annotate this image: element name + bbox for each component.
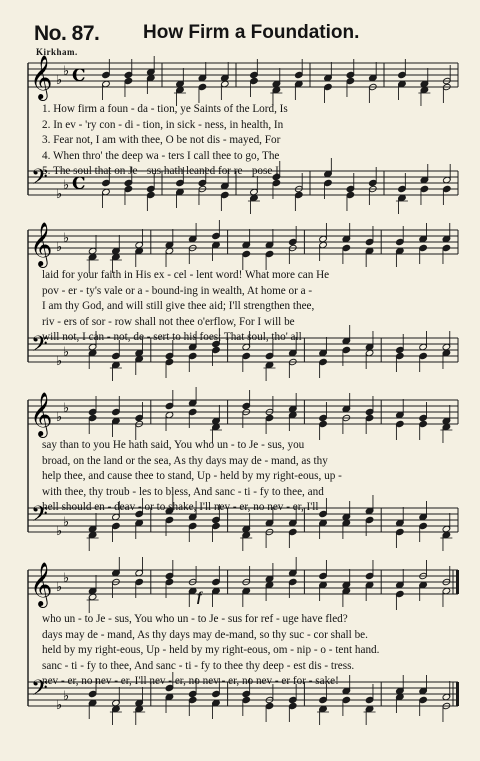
tune-name: Kirkham. <box>36 47 78 57</box>
treble-clef-icon: 𝄞 <box>30 222 53 266</box>
flat-icon: ♭ <box>63 64 70 79</box>
lyric-line: who un - to Je - sus, You who un - to Je - sus for ref - uge have fled? <box>42 613 348 625</box>
flat-icon: ♭ <box>63 178 70 193</box>
flat-icon: ♭ <box>56 698 63 713</box>
flat-icon: ♭ <box>56 410 63 425</box>
lyric-line: with thee, thy troub - les to bless, And sanc - ti - fy to thee, and <box>42 485 324 498</box>
bass-clef-icon: 𝄢 <box>31 676 48 706</box>
lyric-line: hell should en - deav - or to shake, I'll nev - er, no nev - er, I'll <box>42 501 319 514</box>
lyric-line: 2. In ev - 'ry con - di - tion, in sick - ness, in health, In <box>42 118 284 131</box>
bass-clef-icon: 𝄢 <box>31 165 48 195</box>
bass-clef-icon: 𝄢 <box>31 502 48 532</box>
hymn-title: How Firm a Foundation. <box>143 22 360 43</box>
flat-icon: ♭ <box>56 73 63 88</box>
flat-icon: ♭ <box>56 240 63 255</box>
treble-clef-icon: 𝄞 <box>30 392 53 436</box>
flat-icon: ♭ <box>63 231 70 246</box>
flat-icon: ♭ <box>63 515 70 530</box>
lyric-line: will not, I can - not, de - sert to his foes; That soul, tho' all <box>42 331 302 344</box>
lyric-line: 5. The soul that on Je - sus hath leaned for re - pose I <box>42 165 279 178</box>
flat-icon: ♭ <box>63 401 70 416</box>
system-2-lyrics <box>42 268 442 346</box>
system-4-lyrics <box>42 612 442 690</box>
common-time-icon: C <box>72 174 86 194</box>
lyric-line: I am thy God, and will still give thee aid; I'll strengthen thee, <box>42 300 315 313</box>
flat-icon: ♭ <box>56 524 63 539</box>
flat-icon: ♭ <box>63 571 70 586</box>
treble-clef-icon: 𝄞 <box>30 55 53 99</box>
final-bar <box>456 570 459 594</box>
system-3-lyrics <box>42 438 442 516</box>
flat-icon: ♭ <box>56 354 63 369</box>
lyric-line: say than to you He hath said, You who un - to Je - sus, you <box>42 439 305 451</box>
system-1-lyrics <box>42 102 442 180</box>
bass-clef-icon: 𝄢 <box>31 332 48 362</box>
lyric-line: help thee, and cause thee to stand, Up - held by my right-eous, up - <box>42 470 342 483</box>
flat-icon: ♭ <box>56 580 63 595</box>
lyric-line: 4. When thro' the deep wa - ters I call thee to go, The <box>42 149 280 162</box>
lyric-line: broad, on the land or the sea, As thy days may de - mand, as thy <box>42 454 328 467</box>
lyric-line: riv - ers of sor - row shall not thee o'erflow, For I will be <box>42 315 295 328</box>
flat-icon: ♭ <box>56 187 63 202</box>
lyric-line: nev - er, no nev - er, I'll nev - er, no nev - er, no nev - er for - sake! <box>42 675 339 688</box>
lyric-line: 1. How firm a foun - da - tion, ye Saints of the Lord, Is <box>42 103 288 115</box>
hymn-number: No. 87. <box>34 22 100 45</box>
final-bar <box>456 682 459 706</box>
treble-clef-icon: 𝄞 <box>30 562 53 606</box>
common-time-icon: C <box>72 66 86 86</box>
lyric-line: 3. Fear not, I am with thee, O be not dis - mayed, For <box>42 134 281 147</box>
forte-mark: f <box>197 590 202 605</box>
flat-icon: ♭ <box>63 345 70 360</box>
lyric-line: pov - er - ty's vale or a - bound-ing in wealth, At home or a - <box>42 284 313 297</box>
flat-icon: ♭ <box>63 689 70 704</box>
lyric-line: sanc - ti - fy to thee, And sanc - ti - fy to thee thy deep - est dis - tress. <box>42 659 355 672</box>
lyric-line: laid for your faith in His ex - cel - lent word! What more can He <box>42 269 330 281</box>
lyric-line: days may de - mand, As thy days may de-mand, so thy suc - cor shall be. <box>42 628 368 641</box>
lyric-line: held by my right-eous, Up - held by my right-eous, om - nip - o - tent hand. <box>42 644 380 657</box>
